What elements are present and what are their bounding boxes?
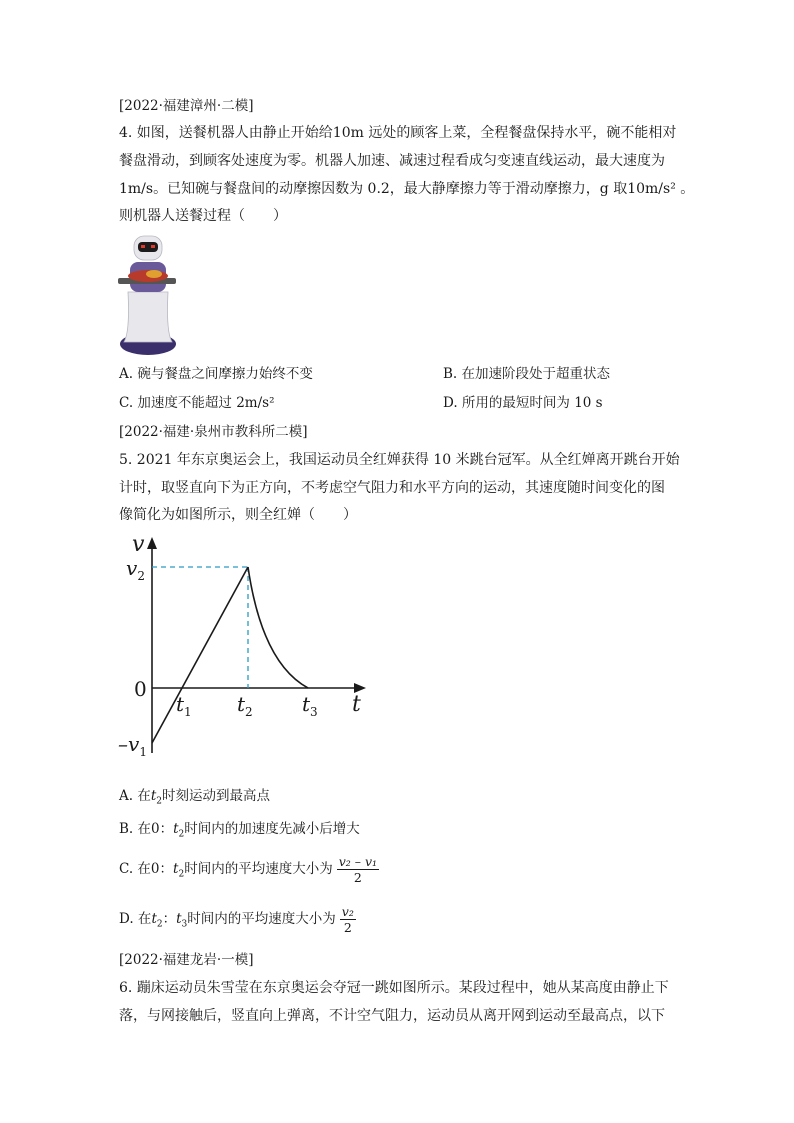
t2-label: $t_2$ [237, 692, 253, 719]
q5-source: [2022·福建·泉州市教科所二模] [119, 424, 308, 440]
q4-stem-line-4: 则机器人送餐过程（ ） [119, 208, 287, 224]
q4-source: [2022·福建漳州·二模] [119, 98, 254, 114]
decay-velocity-curve [248, 567, 308, 688]
v-axis-arrow [147, 537, 157, 549]
q4-option-c[interactable]: C. 加速度不能超过 2m/s² [119, 395, 275, 411]
q5-option-c[interactable]: C. 在0：$t_2$时间内的平均速度大小为 $\frac{\text{v₂ – v₁}}{2}$ [119, 854, 378, 885]
q5-option-d[interactable]: D. 在$t_2$：$t_3$时间内的平均速度大小为 $\frac{\text{v₂}}{2}$ [119, 904, 354, 935]
fraction: $\frac{\text{v₂ – v₁}}{2}$ [338, 854, 378, 885]
q6-stem-line-2: 落，与网接触后，竖直向上弹离，不计空气阻力，运动员从离开网到运动至最高点，以下 [119, 1008, 665, 1024]
robot-waiter-image [114, 232, 178, 356]
v2-label: $v_2$ [126, 556, 145, 583]
q5-stem-line-2: 计时，取竖直向下为正方向，不考虑空气阻力和水平方向的运动，其速度随时间变化的图 [119, 480, 665, 496]
v-axis-label: v [132, 532, 145, 557]
q4-option-b[interactable]: B. 在加速阶段处于超重状态 [443, 366, 611, 382]
q5-option-a[interactable]: A. 在$t_2$时刻运动到最高点 [119, 788, 271, 807]
q5-stem-line-3: 像简化为如图所示，则全红婵（ ） [119, 507, 357, 523]
fraction: $\frac{\text{v₂}}{2}$ [341, 904, 354, 935]
linear-velocity-segment [152, 567, 248, 743]
t-axis-label: t [352, 692, 361, 717]
q6-source: [2022·福建龙岩·一模] [119, 952, 254, 968]
q4-option-d[interactable]: D. 所用的最短时间为 10 s [443, 395, 603, 411]
q4-stem-line-2: 餐盘滑动，到顾客处速度为零。机器人加速、减速过程看成匀变速直线运动，最大速度为 [119, 153, 665, 169]
q6-stem-line-1: 6. 蹦床运动员朱雪莹在东京奥运会夺冠一跳如图所示。某段过程中，她从某高度由静止下 [119, 980, 669, 996]
q5-option-b[interactable]: B. 在0：$t_2$时间内的加速度先减小后增大 [119, 821, 360, 840]
origin-label: 0 [134, 677, 147, 701]
neg-v1-label: $-v_1$ [118, 732, 147, 759]
q4-stem-line-1: 4. 如图，送餐机器人由静止开始给10m 远处的顾客上菜，全程餐盘保持水平，碗不能相对 [119, 125, 677, 141]
t1-label: $t_1$ [176, 692, 192, 719]
t3-label: $t_3$ [302, 692, 318, 719]
velocity-time-graph [118, 532, 380, 765]
q4-option-a[interactable]: A. 碗与餐盘之间摩擦力始终不变 [119, 366, 313, 382]
q4-stem-line-3: 1m/s。已知碗与餐盘间的动摩擦因数为 0.2，最大静摩擦力等于滑动摩擦力，g 取10m/s² 。 [119, 181, 695, 197]
q5-stem-line-1: 5. 2021 年东京奥运会上，我国运动员全红婵获得 10 米跳台冠军。从全红婵离开跳台开始 [119, 452, 680, 468]
